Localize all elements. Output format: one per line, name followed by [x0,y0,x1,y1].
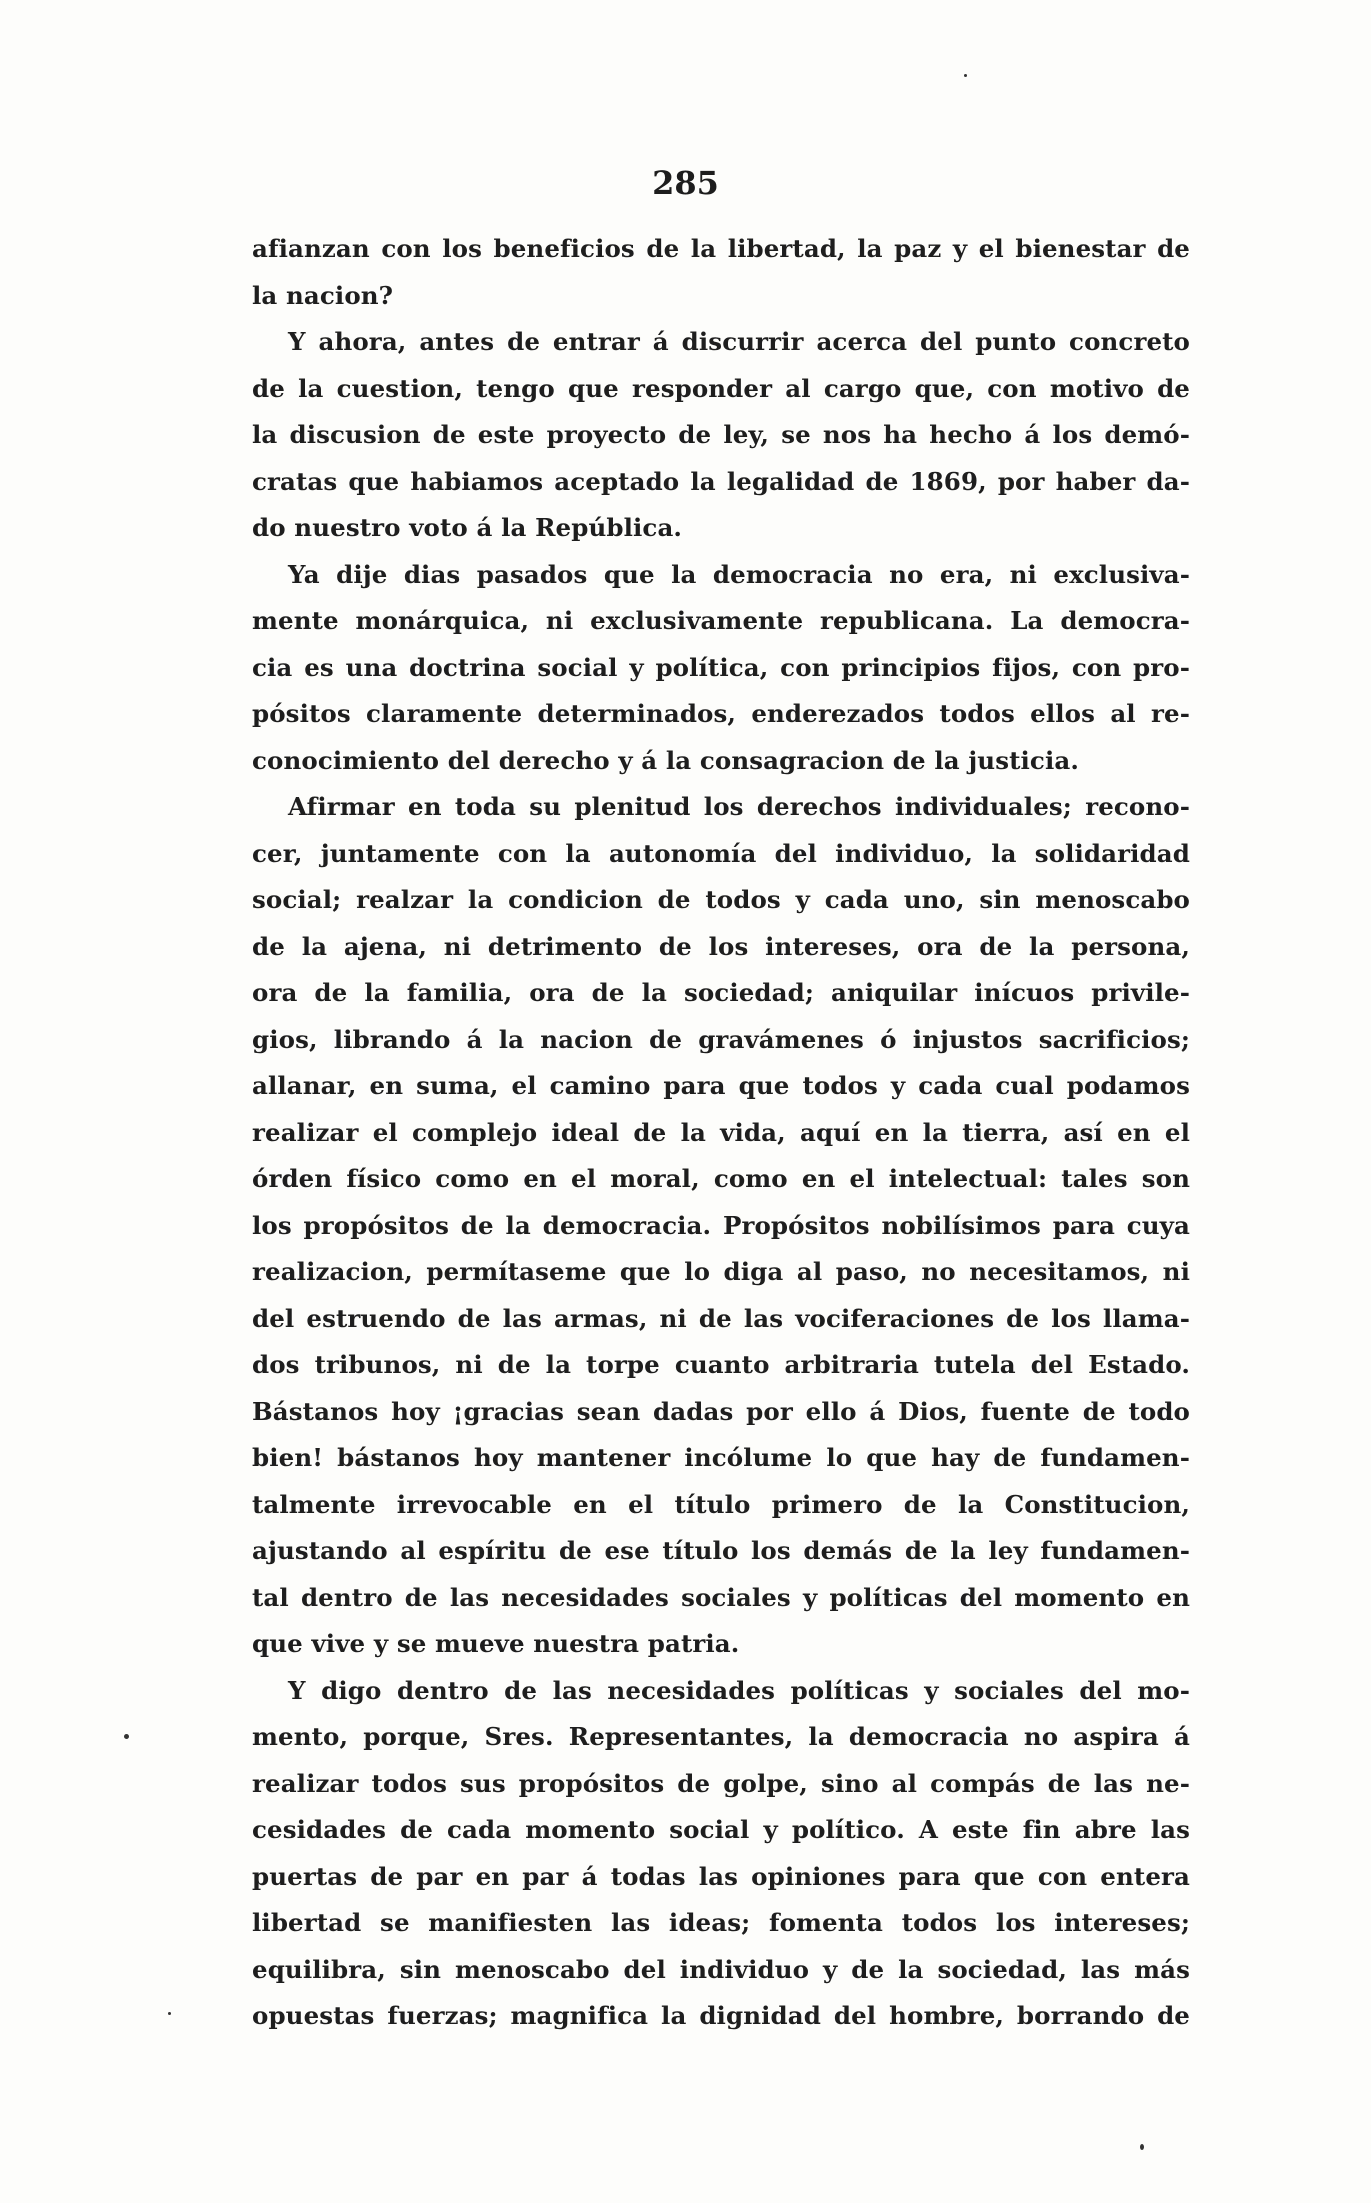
text-line: cratas que habiamos aceptado la legalidad de 1869, por haber da- [252,466,1190,496]
text-line: mente monárquica, ni exclusivamente republicana. La democra- [252,606,1190,635]
text-line: opuestas fuerzas; magnifica la dignidad del hombre, borrando de [252,2001,1190,2030]
scan-speck [168,2012,171,2015]
text-line: de la cuestion, tengo que responder al cargo que, con motivo de [252,373,1190,403]
text-line: la discusion de este proyecto de ley, se nos ha hecho á los demó- [252,420,1190,449]
text-line: puertas de par en par á todas las opiniones para que con entera [252,1861,1190,1891]
scan-speck [1140,2144,1144,2150]
text-line: de la ajena, ni detrimento de los intereses, ora de la persona, [252,931,1190,961]
text-line: cer, juntamente con la autonomía del individuo, la solidaridad [252,838,1190,868]
text-line: allanar, en suma, el camino para que todos y cada cual podamos [252,1071,1190,1100]
text-line: cesidades de cada momento social y político. A este fin abre las [252,1815,1190,1844]
text-line: cia es una doctrina social y política, con principios fijos, con pro- [252,652,1190,682]
page-body-text [252,226,1190,2040]
text-line: talmente irrevocable en el título primero de la Constitucion, [252,1489,1190,1519]
text-line: del estruendo de las armas, ni de las vociferaciones de los llama- [252,1303,1190,1333]
scan-speck [124,1734,129,1739]
text-line: Y digo dentro de las necesidades políticas y sociales del mo- [288,1675,1190,1705]
text-line: Y ahora, antes de entrar á discurrir acerca del punto concreto [288,327,1190,356]
paragraph [252,226,1190,319]
text-line: conocimiento del derecho y á la consagracion de la justicia. [252,745,1079,775]
text-line: libertad se manifiesten las ideas; fomenta todos los intereses; [252,1908,1190,1937]
paragraph [252,1668,1190,2040]
text-line: do nuestro voto á la República. [252,513,683,542]
text-line: Bástanos hoy ¡gracias sean dadas por ello á Dios, fuente de todo [252,1396,1190,1426]
paragraph [252,784,1190,1668]
page-number: 285 [652,164,719,202]
text-line: social; realzar la condicion de todos y cada uno, sin menoscabo [252,885,1190,914]
paragraph [252,552,1190,785]
text-line: realizacion, permítaseme que lo diga al paso, no necesitamos, ni [252,1257,1190,1286]
text-line: gios, librando á la nacion de gravámenes ó injustos sacrificios; [252,1024,1190,1054]
paragraph [252,319,1190,552]
text-line: ora de la familia, ora de la sociedad; aniquilar inícuos privile- [252,978,1190,1007]
text-line: los propósitos de la democracia. Propósitos nobilísimos para cuya [252,1210,1190,1240]
text-line: dos tribunos, ni de la torpe cuanto arbitraria tutela del Estado. [252,1350,1190,1379]
text-line: realizar todos sus propósitos de golpe, sino al compás de las ne- [252,1768,1190,1798]
text-line: órden físico como en el moral, como en el intelectual: tales son [252,1164,1190,1193]
scan-speck [964,74,967,77]
text-line: la nacion? [252,280,394,310]
text-line: equilibra, sin menoscabo del individuo y de la sociedad, las más [252,1954,1190,1984]
text-line: mento, porque, Sres. Representantes, la democracia no aspira á [252,1722,1190,1751]
text-line: bien! bástanos hoy mantener incólume lo que hay de fundamen- [252,1443,1190,1472]
text-line: tal dentro de las necesidades sociales y políticas del momento en [252,1582,1190,1612]
text-line: ajustando al espíritu de ese título los demás de la ley fundamen- [252,1536,1190,1565]
text-line: pósitos claramente determinados, enderezados todos ellos al re- [252,699,1190,728]
text-line: realizar el complejo ideal de la vida, aquí en la tierra, así en el [252,1117,1190,1147]
text-line: afianzan con los beneficios de la libertad, la paz y el bienestar de [252,234,1190,263]
text-line: Afirmar en toda su plenitud los derechos individuales; recono- [288,792,1190,821]
text-line: Ya dije dias pasados que la democracia no era, ni exclusiva- [288,559,1190,589]
text-line: que vive y se mueve nuestra patria. [252,1629,740,1658]
